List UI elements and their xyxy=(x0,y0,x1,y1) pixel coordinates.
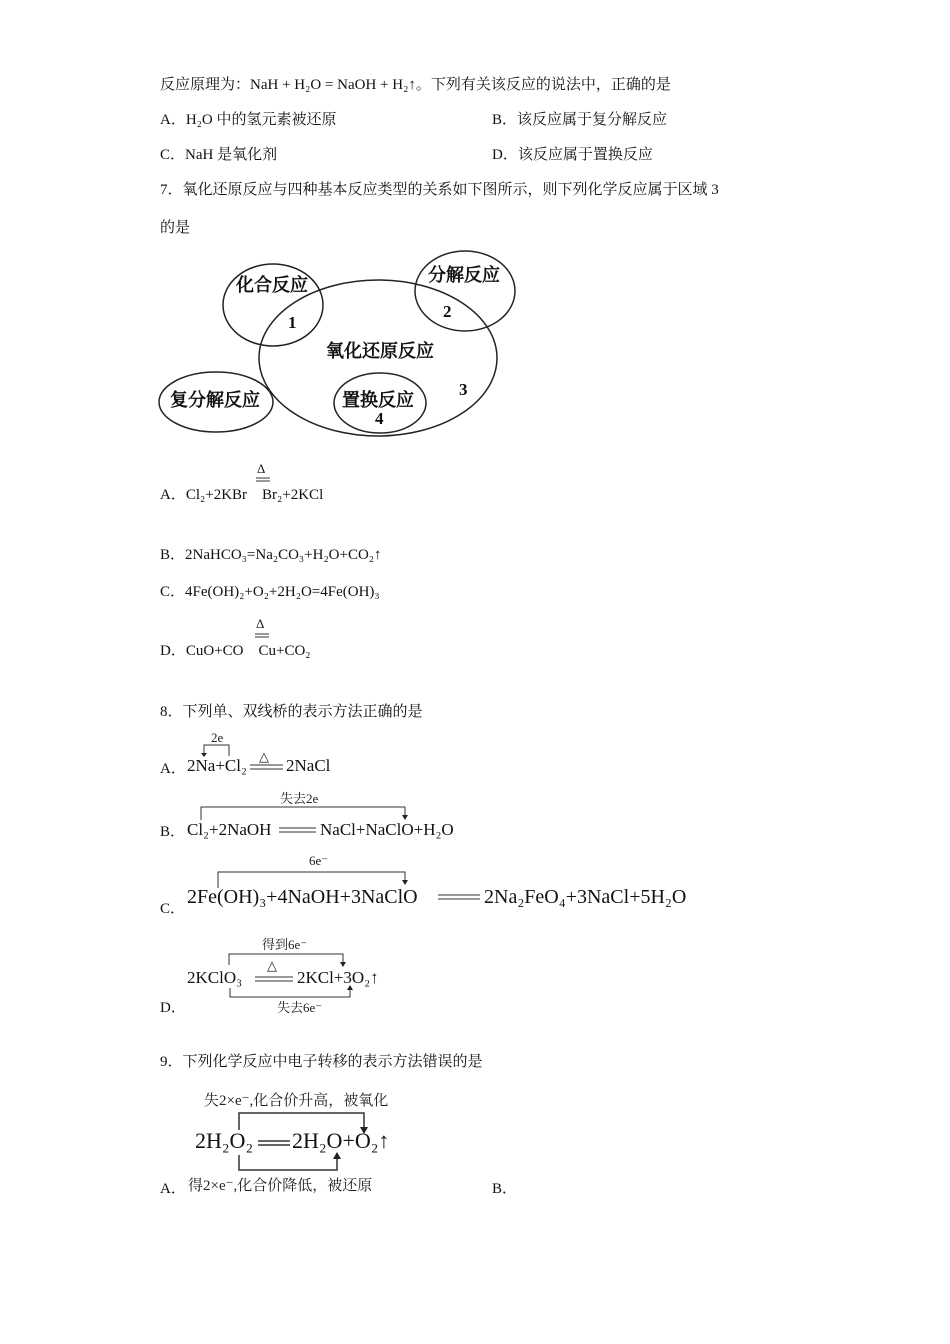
venn-label-displacement: 置换反应 xyxy=(342,390,414,410)
equation-right: NaCl+NaClO+H₂O xyxy=(320,820,454,839)
q8-stem: 8．下列单、双线桥的表示方法正确的是 xyxy=(160,704,423,720)
heat-condition: Δ xyxy=(256,616,265,631)
q9-option-a-label[interactable]: A． xyxy=(160,1181,186,1197)
bridge-label: 失去2e xyxy=(280,791,319,806)
option-label: D． xyxy=(160,643,186,659)
q7-stem-line1: 7．氧化还原反应与四种基本反应类型的关系如下图所示，则下列化学反应属于区域 3 xyxy=(160,182,719,198)
option-label: D． xyxy=(492,147,518,163)
bridge-label-top: 失2×e⁻,化合价升高，被氧化 xyxy=(204,1093,389,1109)
equation-left: 2KClO₃ xyxy=(187,968,243,987)
option-label: B． xyxy=(492,112,518,128)
venn-label-decomposition: 分解反应 xyxy=(428,265,500,285)
equation-right: 2NaCl xyxy=(286,756,331,775)
heat-condition: △ xyxy=(267,958,277,973)
venn-label-combination: 化合反应 xyxy=(236,275,308,295)
heat-condition: Δ xyxy=(257,461,266,476)
q7-option-d[interactable] xyxy=(160,642,311,660)
option-label: A． xyxy=(160,487,186,503)
option-text: H₂O 中的氢元素被还原 xyxy=(185,112,337,128)
venn-region-3: 3 xyxy=(459,380,468,399)
option-text: Cl₂+2KBr Br₂+2KCl xyxy=(185,487,324,503)
equation-right: 2KCl+3O₂↑ xyxy=(297,968,379,987)
heat-condition: △ xyxy=(259,749,269,764)
bridge-label-top: 得到6e⁻ xyxy=(262,937,308,952)
q7-option-b[interactable] xyxy=(160,546,382,564)
q8-option-c-label[interactable]: C． xyxy=(160,901,186,917)
decomposition-ellipse xyxy=(415,251,515,331)
option-label: C． xyxy=(160,584,186,600)
option-label: B． xyxy=(160,547,186,563)
q8-option-a-label[interactable]: A． xyxy=(160,761,186,777)
q8-option-d-label[interactable]: D． xyxy=(160,1000,186,1016)
option-text: 4Fe(OH)₂+O₂+2H₂O=4Fe(OH)₃ xyxy=(185,584,380,600)
q9-stem: 9．下列化学反应中电子转移的表示方法错误的是 xyxy=(160,1054,483,1070)
option-text: 该反应属于置换反应 xyxy=(517,147,653,163)
option-label: A． xyxy=(160,112,186,128)
q6-stem: 反应原理为：NaH + H₂O = NaOH + H₂↑。下列有关该反应的说法中，正确的是 xyxy=(160,77,671,93)
equation-left: 2Na+Cl₂ xyxy=(187,756,247,775)
option-text: NaH 是氧化剂 xyxy=(185,147,278,163)
equation-left: Cl₂+2NaOH xyxy=(187,820,272,839)
q7-option-a[interactable] xyxy=(160,486,323,504)
bridge-label: 2e xyxy=(211,730,224,745)
q7-stem-line2: 的是 xyxy=(160,220,191,236)
equation-right: 2H₂O+O₂↑ xyxy=(292,1128,390,1153)
venn-region-1: 1 xyxy=(288,313,297,332)
q8-option-b-label[interactable]: B． xyxy=(160,824,186,840)
equation-right: 2Na₂FeO₄+3NaCl+5H₂O xyxy=(484,886,687,908)
q9-option-b-label[interactable]: B． xyxy=(492,1181,518,1197)
option-label: C． xyxy=(160,147,186,163)
option-text: CuO+CO Cu+CO₂ xyxy=(185,643,311,659)
equation-left: 2H₂O₂ xyxy=(195,1128,254,1153)
venn-label-double-displacement: 复分解反应 xyxy=(170,390,260,410)
bridge-label: 6e⁻ xyxy=(309,853,329,868)
venn-label-redox: 氧化还原反应 xyxy=(326,341,434,361)
bridge-label-bottom: 得2×e⁻,化合价降低，被还原 xyxy=(188,1178,373,1194)
q7-option-c[interactable] xyxy=(160,583,380,601)
option-text: 2NaHCO₃=Na₂CO₃+H₂O+CO₂↑ xyxy=(185,547,382,563)
equation-left: 2Fe(OH)₃+4NaOH+3NaClO xyxy=(187,886,418,908)
venn-region-2: 2 xyxy=(443,302,452,321)
bridge-label-bottom: 失去6e⁻ xyxy=(277,1000,323,1015)
venn-region-4: 4 xyxy=(375,409,384,428)
option-text: 该反应属于复分解反应 xyxy=(517,112,668,128)
